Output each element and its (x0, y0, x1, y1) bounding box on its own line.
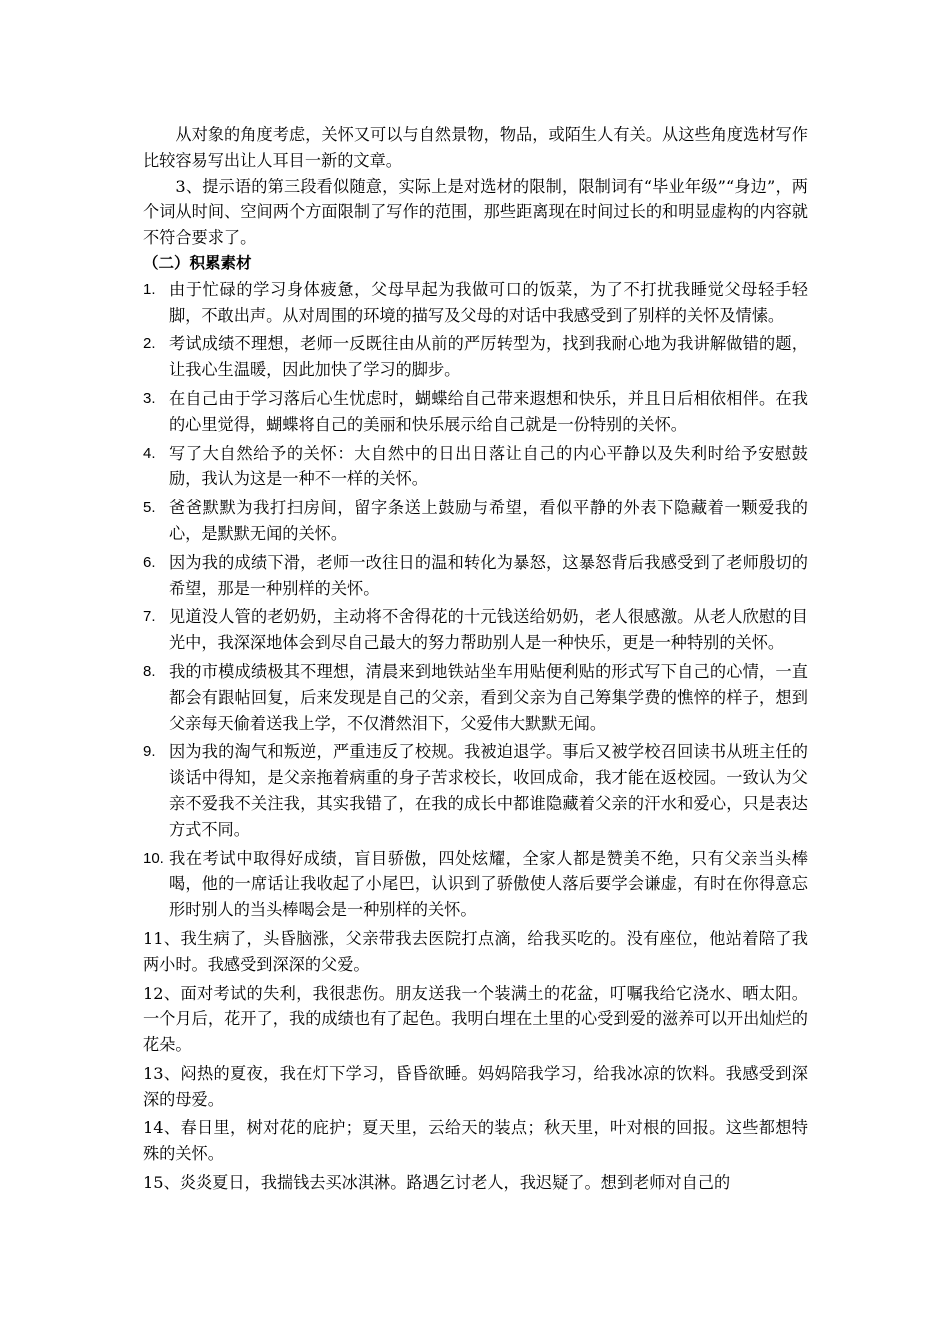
plain-list-item: 11、我生病了，头昏脑涨，父亲带我去医院打点滴，给我买吃的。没有座位，他站着陪了我两小时。我感受到深深的父爱。 (143, 928, 808, 974)
list-item (143, 331, 808, 383)
list-item (143, 604, 808, 656)
list-item-number: 7. (143, 608, 156, 626)
list-item (143, 846, 808, 923)
document-body (143, 122, 808, 1199)
list-item (143, 277, 808, 329)
list-item-text: 爸爸默默为我打扫房间，留字条送上鼓励与希望，看似平静的外表下隐藏着一颗爱我的心，是默默无闻的关怀。 (169, 498, 808, 543)
list-item-text: 考试成绩不理想，老师一反既往由从前的严厉转型为，找到我耐心地为我讲解做错的题，让我心生温暖，因此加快了学习的脚步。 (169, 334, 808, 380)
list-item-number: 9. (143, 743, 156, 761)
list-item-text: 见道没人管的老奶奶，主动将不舍得花的十元钱送给奶奶，老人很感激。从老人欣慰的目光中，我深深地体会到尽自己最大的努力帮助别人是一种快乐，更是一种特别的关怀。 (169, 607, 808, 653)
plain-list-item: 12、面对考试的失利，我很悲伤。朋友送我一个装满土的花盆，叮嘱我给它浇水、晒太阳。一个月后，花开了，我的成绩也有了起色。我明白埋在土里的心受到爱的滋养可以开出灿烂的花朵。 (143, 983, 808, 1055)
list-item-number: 10. (143, 849, 164, 867)
list-item (143, 386, 808, 438)
list-item-number: 5. (143, 499, 156, 517)
list-item-number: 2. (143, 335, 156, 353)
list-item (143, 739, 808, 842)
list-item (143, 441, 808, 493)
plain-list-item: 13、闷热的夏夜，我在灯下学习，昏昏欲睡。妈妈陪我学习，给我冰凉的饮料。我感受到深深的母爱。 (143, 1063, 808, 1109)
list-item-number: 8. (143, 662, 156, 680)
body-paragraph: 3、提示语的第三段看似随意，实际上是对选材的限制，限制词有“毕业年级”“身边”，两个词从时间、空间两个方面限制了写作的范围，那些距离现在时间过长的和明显虚构的内容就不符合要求了。 (143, 176, 808, 248)
body-paragraph: 从对象的角度考虑，关怀又可以与自然景物，物品，或陌生人有关。从这些角度选材写作比较容易写出让人耳目一新的文章。 (143, 125, 808, 170)
list-item-text: 因为我的成绩下滑，老师一改往日的温和转化为暴怒，这暴怒背后我感受到了老师殷切的希望，那是一种别样的关怀。 (169, 552, 808, 598)
list-item-text: 在自己由于学习落后心生忧虑时，蝴蝶给自己带来遐想和快乐，并且日后相依相伴。在我的心里觉得，蝴蝶将自己的美丽和快乐展示给自己就是一份特别的关怀。 (169, 388, 808, 434)
list-item-text: 我的市模成绩极其不理想，清晨来到地铁站坐车用贴便利贴的形式写下自己的心情，一直都会有跟帖回复，后来发现是自己的父亲，看到父亲为自己筹集学费的憔悴的样子，想到父亲每天偷着送我上学，不仅潸然泪下，父爱伟大默默无闻。 (169, 661, 808, 733)
list-item-number: 6. (143, 553, 156, 571)
list-item-text: 因为我的淘气和叛逆，严重违反了校规。我被迫退学。事后又被学校召回读书从班主任的谈话中得知，是父亲拖着病重的身子苦求校长，收回成命，我才能在返校园。一致认为父亲不爱我不关注我，其实我错了，在我的成长中都谁隐藏着父亲的汗水和爱心，只是表达方式不同。 (169, 742, 808, 839)
list-item-number: 1. (143, 280, 156, 298)
list-item (143, 495, 808, 547)
list-item-number: 4. (143, 444, 156, 462)
list-item (143, 550, 808, 602)
list-item-text: 写了大自然给予的关怀：大自然中的日出日落让自己的内心平静以及失利时给予安慰鼓励，我认为这是一种不一样的关怀。 (169, 443, 808, 489)
section-heading: （二）积累素材 (143, 253, 252, 272)
list-item (143, 659, 808, 736)
list-item-text: 我在考试中取得好成绩，盲目骄傲，四处炫耀，全家人都是赞美不绝，只有父亲当头棒喝，他的一席话让我收起了小尾巴，认识到了骄傲使人落后要学会谦虚，有时在你得意忘形时别人的当头棒喝会是一种别样的关怀。 (169, 848, 808, 920)
plain-list-item: 15、炎炎夏日，我揣钱去买冰淇淋。路遇乞讨老人，我迟疑了。想到老师对自己的 (143, 1173, 731, 1193)
list-item-number: 3. (143, 389, 156, 407)
plain-list-item: 14、春日里，树对花的庇护；夏天里，云给天的装点；秋天里，叶对根的回报。这些都想特殊的关怀。 (143, 1118, 808, 1164)
numbered-list (143, 277, 808, 923)
list-item-text: 由于忙碌的学习身体疲惫，父母早起为我做可口的饭菜，为了不打扰我睡觉父母轻手轻脚，不敢出声。从对周围的环境的描写及父母的对话中我感受到了别样的关怀及情愫。 (169, 279, 808, 325)
